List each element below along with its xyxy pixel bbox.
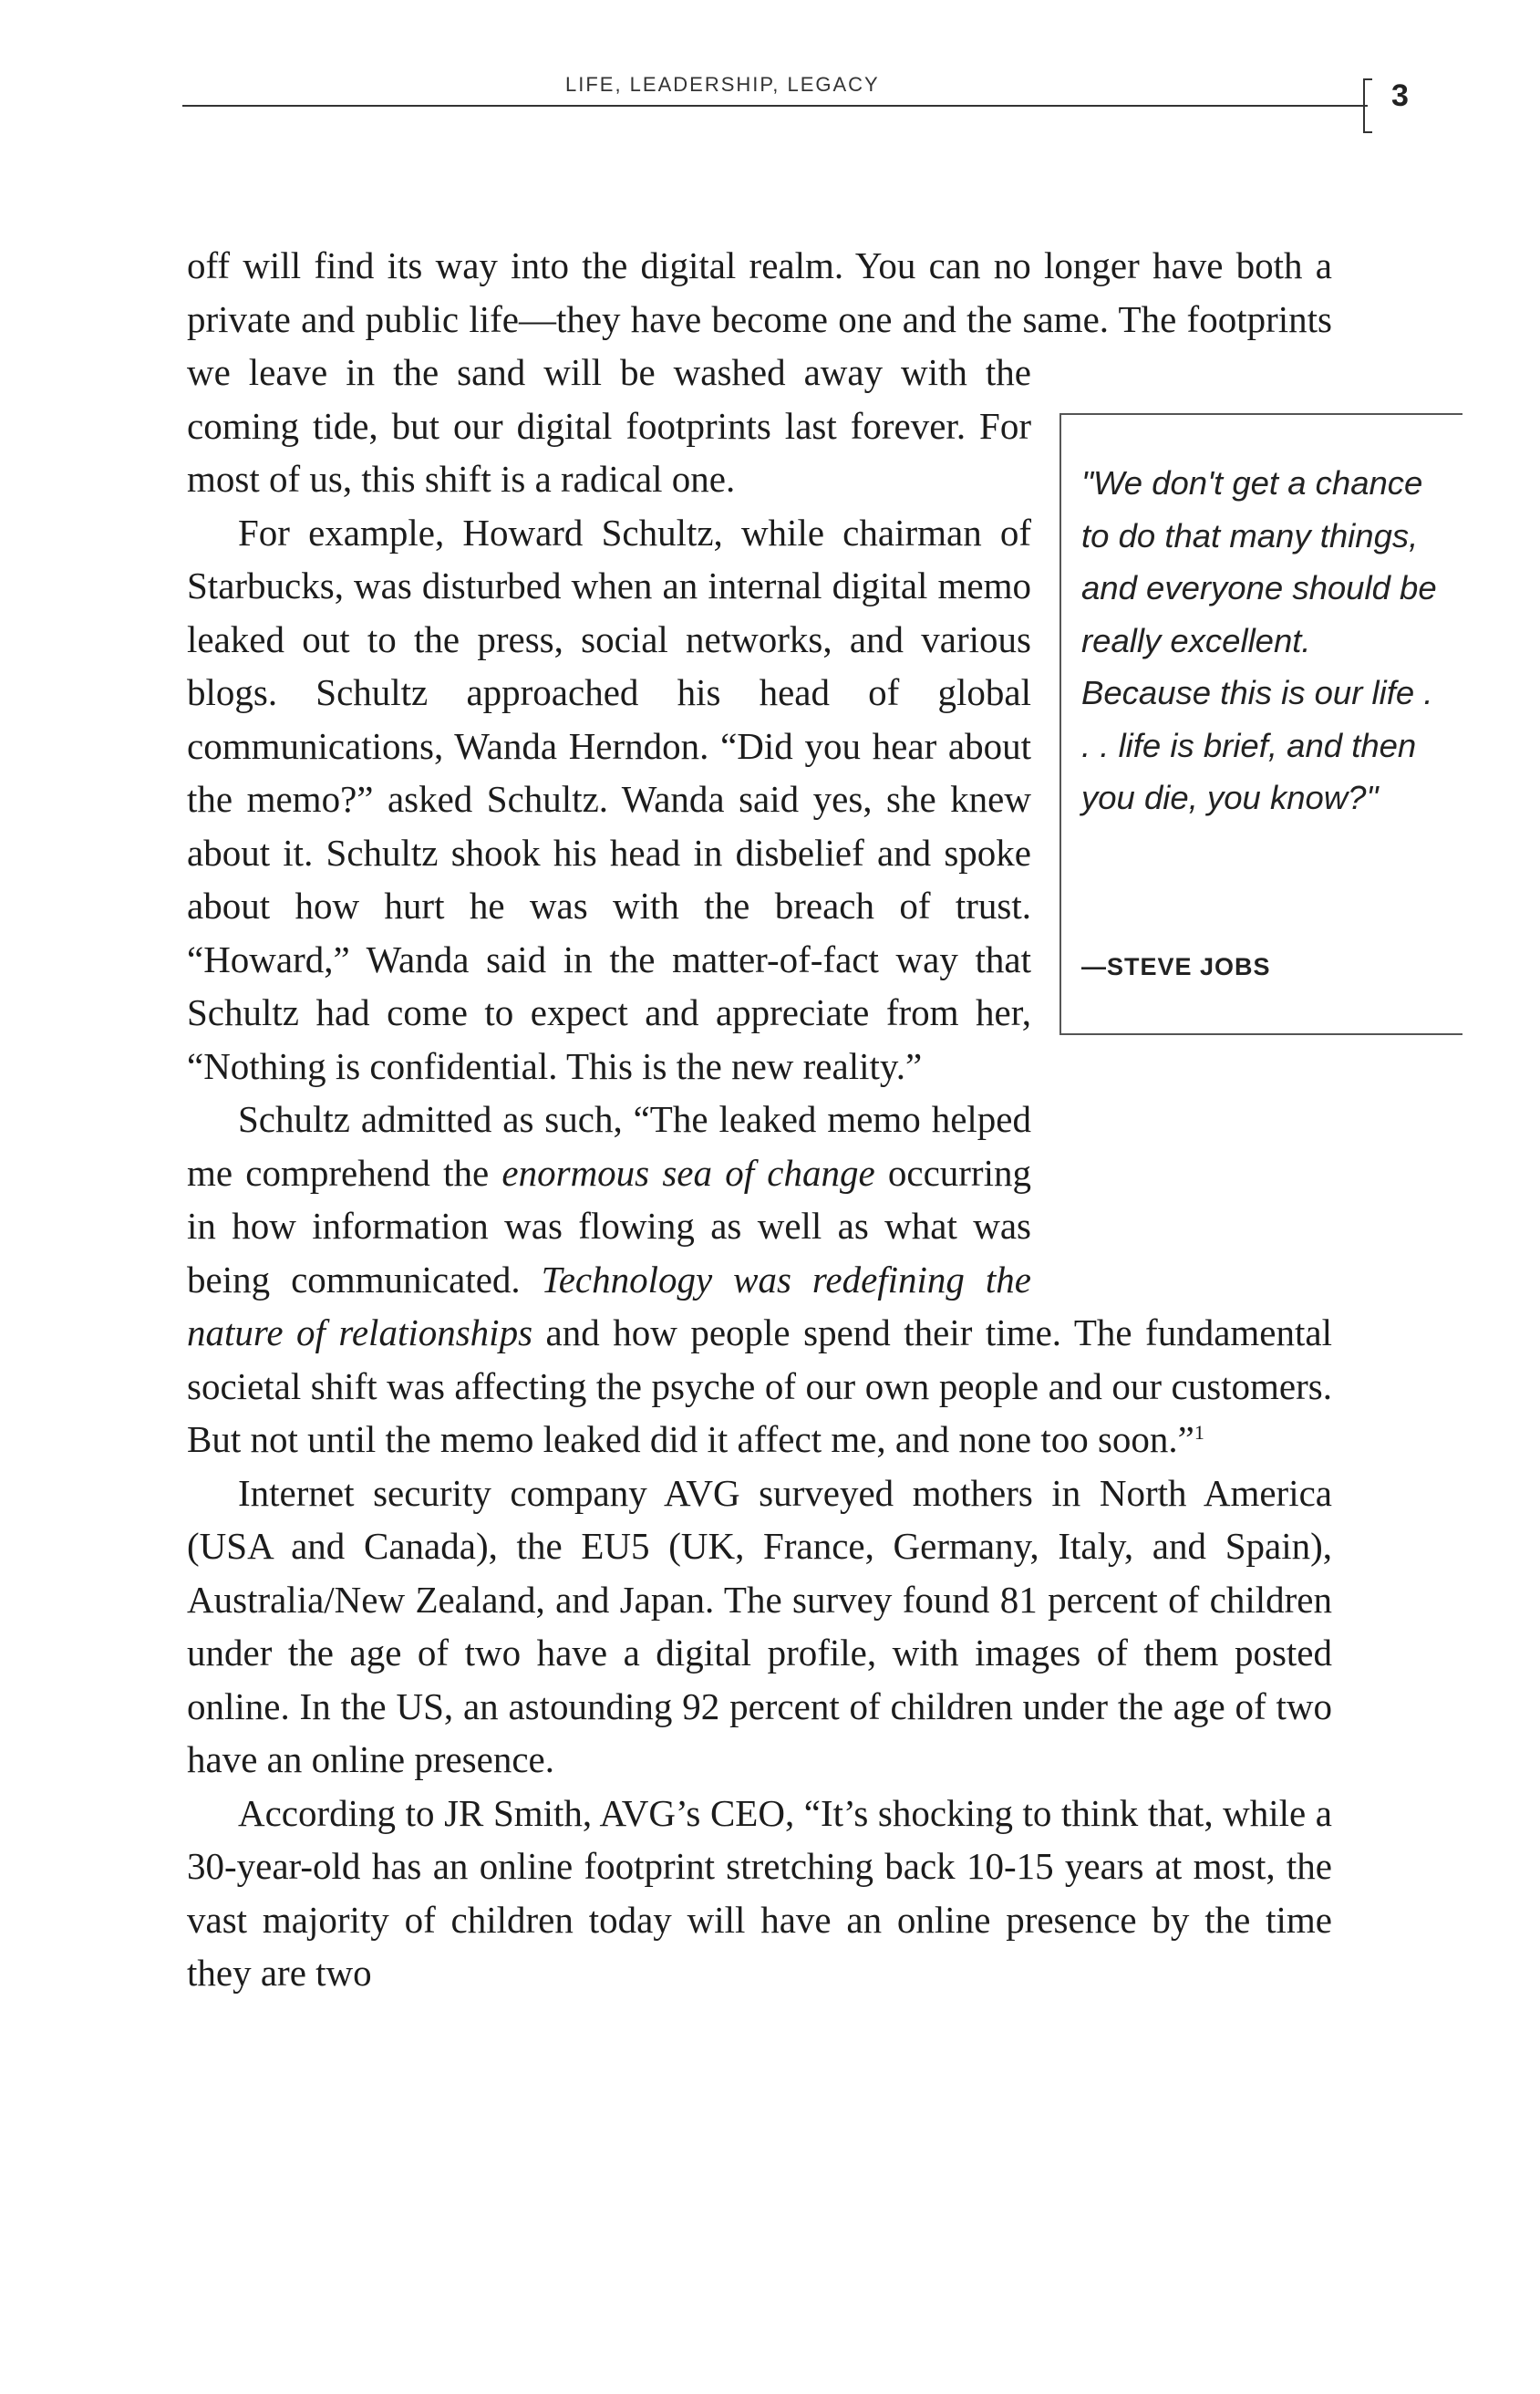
page-bracket bbox=[1363, 78, 1372, 133]
paragraph-2-text: For example, Howard Schultz, while chairman of Starbucks, was disturbed when an internal digital memo leaked out to the press, social networks, and various blogs. Schultz approached his head of global communications, Wanda Herndon. “Did you hear about the memo?” asked Schultz. Wanda said yes, she knew about it. Schultz shook his head in disbelief and spoke about how hurt he was with the breach of trust. “Howard,” Wanda said in the matter-of-fact way that Schultz had come to expect and appreciate from her, “Nothing is confidential. This is the new reality.” bbox=[187, 511, 1031, 1087]
pull-quote-text: "We don't get a chance to do that many things, and everyone should be really excellent. Because this is our life . . . life is brief, and then you die, you know?" bbox=[1081, 464, 1437, 816]
footnote-marker: 1 bbox=[1194, 1421, 1204, 1444]
pull-quote-attribution: —STEVE JOBS bbox=[1081, 953, 1271, 980]
paragraph-4 bbox=[187, 1466, 1332, 1787]
paragraph-4-text: Internet security company AVG surveyed mothers in North America (USA and Canada), the EU5 (UK, France, Germany, Italy, and Spain), Australia/New Zealand, and Japan. The survey found 81 percent of children under the age of two have a digital profile, with images of them posted online. In the US, an astounding 92 percent of children under the age of two have an online presence. bbox=[187, 1471, 1332, 1780]
header-rule bbox=[182, 105, 1368, 107]
emphasis-technology: Technology was redefining the nature of relationships bbox=[187, 1258, 1031, 1353]
running-header bbox=[182, 71, 1409, 113]
running-title: LIFE, LEADERSHIP, LEGACY bbox=[565, 73, 880, 96]
emphasis-sea-of-change: enormous sea of change bbox=[501, 1151, 875, 1194]
paragraph-3-text-a: Schultz admitted as such, “The leaked memo helped me comprehend the bbox=[187, 1098, 1031, 1194]
paragraph-3-text-b: occurring in how information was flowing as well as what was being communicated. bbox=[187, 1151, 1031, 1301]
paragraph-1-text: off will find its way into the digital realm. You can no longer have both a private and public life—they have become one and the same. The footprints we leave in the sand will be washed away with the coming tide, but our digital footprints last forever. For most of us, this shift is a radical one. bbox=[187, 244, 1332, 500]
paragraph-5 bbox=[187, 1787, 1332, 2000]
pull-quote bbox=[1059, 413, 1462, 1035]
paragraph-3-text-c: and how people spend their time. The fundamental societal shift was affecting the psyche of our own people and our customers. But not until the memo leaked did it affect me, and none too soon.” bbox=[187, 1311, 1332, 1460]
page-number: 3 bbox=[1391, 78, 1409, 113]
paragraph-5-text: According to JR Smith, AVG’s CEO, “It’s shocking to think that, while a 30-year-old has an online footprint stretching back 10-15 years at most, the vast majority of children today will have an online presence by the time they are two bbox=[187, 1791, 1332, 1994]
